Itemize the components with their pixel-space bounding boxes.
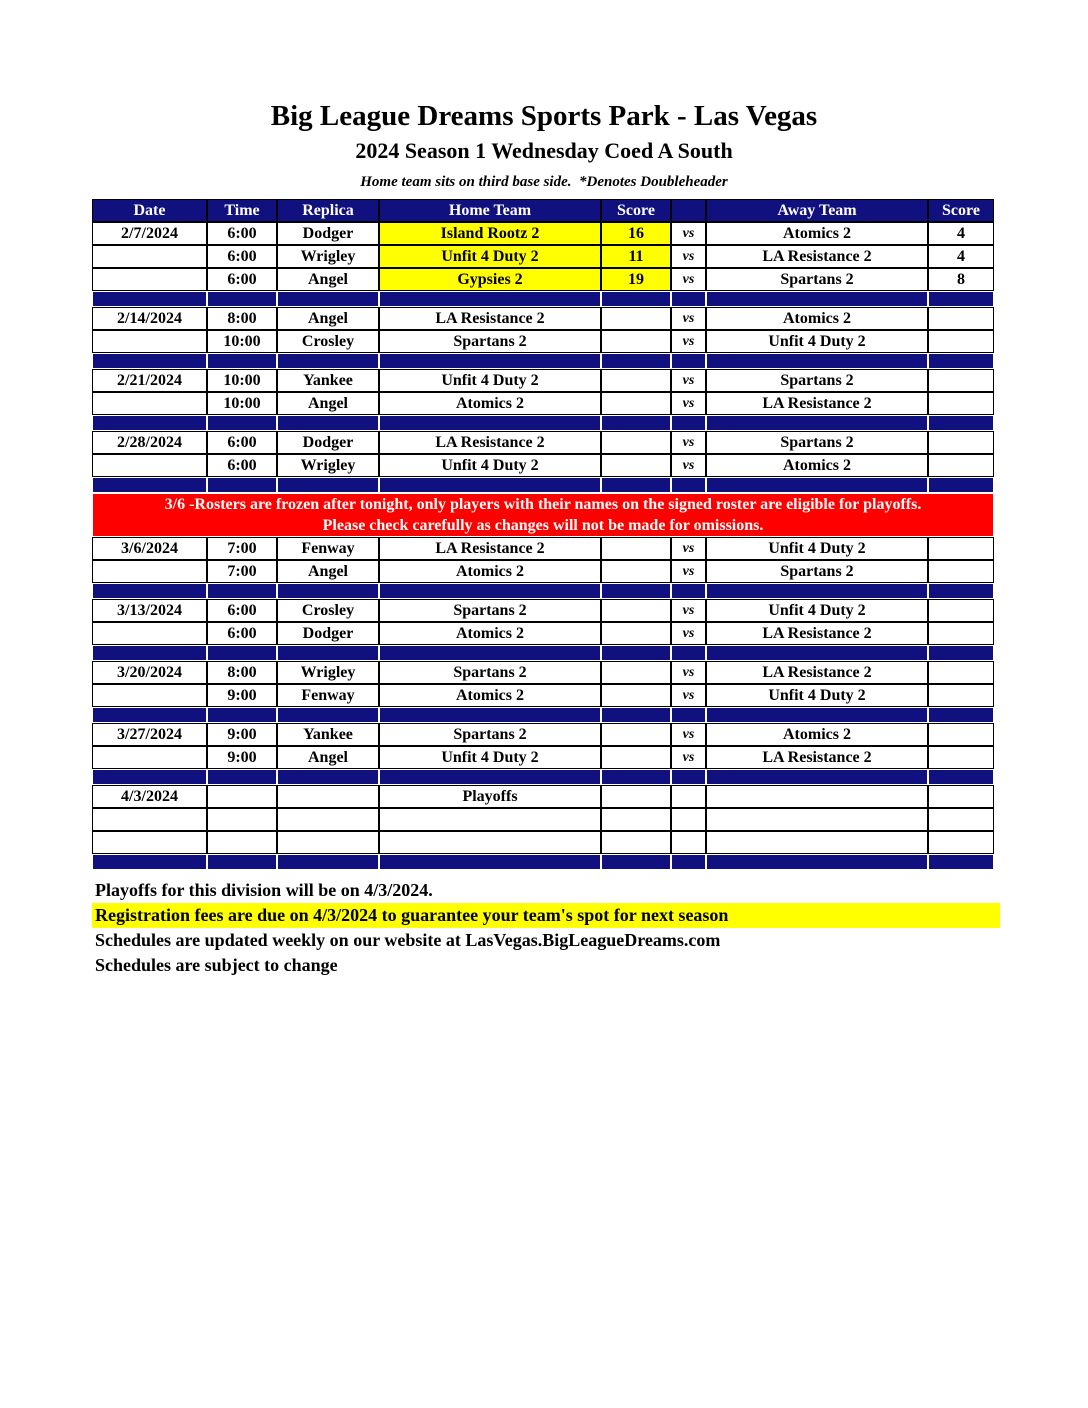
- schedule-row: [92, 454, 994, 477]
- date-cell: 3/27/2024: [92, 723, 207, 746]
- separator-cell: [379, 707, 601, 723]
- vs-cell: [671, 785, 706, 808]
- schedule-table: [92, 199, 994, 870]
- away-team-cell: [706, 808, 928, 831]
- home-team-cell: LA Resistance 2: [379, 307, 601, 330]
- separator-cell: [928, 854, 994, 870]
- separator-cell: [601, 645, 671, 661]
- roster-freeze-notice: [92, 493, 994, 537]
- away-team-cell: Atomics 2: [706, 454, 928, 477]
- separator-cell: [706, 854, 928, 870]
- away-score-cell: [928, 431, 994, 454]
- home-score-cell: [601, 785, 671, 808]
- away-team-cell: Spartans 2: [706, 560, 928, 583]
- footer-notes: [92, 878, 1000, 978]
- time-cell: 9:00: [207, 723, 277, 746]
- home-team-cell: Spartans 2: [379, 330, 601, 353]
- separator-cell: [671, 854, 706, 870]
- away-team-cell: [706, 785, 928, 808]
- home-score-cell: [601, 454, 671, 477]
- date-cell: [92, 746, 207, 769]
- home-score-cell: [601, 808, 671, 831]
- date-cell: 3/13/2024: [92, 599, 207, 622]
- away-team-cell: Unfit 4 Duty 2: [706, 537, 928, 560]
- schedule-table-body: [92, 199, 994, 870]
- separator-cell: [277, 415, 379, 431]
- vs-cell: vs: [671, 684, 706, 707]
- separator-cell: [277, 769, 379, 785]
- time-cell: 6:00: [207, 431, 277, 454]
- column-header: Score: [601, 199, 671, 222]
- away-score-cell: [928, 746, 994, 769]
- away-score-cell: [928, 560, 994, 583]
- footer-line: Registration fees are due on 4/3/2024 to guarantee your team's spot for next season: [92, 903, 1000, 928]
- page-title: Big League Dreams Sports Park - Las Vegas: [270, 100, 818, 132]
- away-score-cell: [928, 454, 994, 477]
- separator-cell: [671, 769, 706, 785]
- replica-cell: Dodger: [277, 222, 379, 245]
- separator-cell: [928, 769, 994, 785]
- vs-cell: vs: [671, 330, 706, 353]
- schedule-row: [92, 268, 994, 291]
- away-team-cell: Atomics 2: [706, 222, 928, 245]
- separator-row: [92, 291, 994, 307]
- separator-cell: [671, 353, 706, 369]
- home-score-cell: [601, 599, 671, 622]
- separator-cell: [277, 707, 379, 723]
- separator-cell: [379, 645, 601, 661]
- away-team-cell: Unfit 4 Duty 2: [706, 599, 928, 622]
- date-cell: 2/7/2024: [92, 222, 207, 245]
- separator-cell: [92, 415, 207, 431]
- separator-cell: [601, 291, 671, 307]
- column-header: Away Team: [706, 199, 928, 222]
- home-team-cell: Gypsies 2: [379, 268, 601, 291]
- away-score-cell: 4: [928, 245, 994, 268]
- separator-cell: [379, 769, 601, 785]
- replica-cell: Fenway: [277, 537, 379, 560]
- time-cell: 8:00: [207, 661, 277, 684]
- column-header: Home Team: [379, 199, 601, 222]
- home-score-cell: 16: [601, 222, 671, 245]
- notice-line: 3/6 -Rosters are frozen after tonight, only players with their names on the signed roster are eligible for playoffs.: [164, 496, 922, 513]
- time-cell: 9:00: [207, 746, 277, 769]
- home-score-cell: [601, 330, 671, 353]
- separator-cell: [92, 769, 207, 785]
- date-cell: [92, 560, 207, 583]
- home-score-cell: 19: [601, 268, 671, 291]
- separator-cell: [207, 645, 277, 661]
- replica-cell: Angel: [277, 746, 379, 769]
- home-team-cell: LA Resistance 2: [379, 537, 601, 560]
- schedule-row: [92, 431, 994, 454]
- replica-cell: Dodger: [277, 622, 379, 645]
- time-cell: 6:00: [207, 454, 277, 477]
- time-cell: [207, 785, 277, 808]
- separator-cell: [928, 353, 994, 369]
- schedule-row: [92, 307, 994, 330]
- separator-row: [92, 353, 994, 369]
- time-cell: 6:00: [207, 268, 277, 291]
- vs-cell: vs: [671, 661, 706, 684]
- replica-cell: [277, 808, 379, 831]
- vs-cell: [671, 808, 706, 831]
- separator-cell: [706, 291, 928, 307]
- vs-cell: vs: [671, 537, 706, 560]
- time-cell: 10:00: [207, 392, 277, 415]
- separator-cell: [706, 415, 928, 431]
- separator-cell: [601, 477, 671, 493]
- home-score-cell: [601, 622, 671, 645]
- column-header: Time: [207, 199, 277, 222]
- separator-cell: [671, 707, 706, 723]
- home-score-cell: [601, 684, 671, 707]
- time-cell: 9:00: [207, 684, 277, 707]
- away-score-cell: 4: [928, 222, 994, 245]
- separator-cell: [706, 645, 928, 661]
- schedule-row: [92, 330, 994, 353]
- column-header: Score: [928, 199, 994, 222]
- vs-cell: vs: [671, 622, 706, 645]
- away-score-cell: [928, 330, 994, 353]
- separator-cell: [706, 769, 928, 785]
- separator-cell: [706, 707, 928, 723]
- away-team-cell: Unfit 4 Duty 2: [706, 330, 928, 353]
- vs-cell: vs: [671, 307, 706, 330]
- home-team-cell: Atomics 2: [379, 622, 601, 645]
- separator-cell: [379, 291, 601, 307]
- separator-cell: [92, 707, 207, 723]
- schedule-row: [92, 599, 994, 622]
- replica-cell: Wrigley: [277, 245, 379, 268]
- separator-cell: [379, 477, 601, 493]
- home-team-cell: Spartans 2: [379, 599, 601, 622]
- separator-row: [92, 707, 994, 723]
- separator-cell: [92, 291, 207, 307]
- date-cell: [92, 831, 207, 854]
- away-score-cell: [928, 622, 994, 645]
- page-subtitle: 2024 Season 1 Wednesday Coed A South: [355, 138, 733, 163]
- separator-cell: [706, 583, 928, 599]
- separator-cell: [601, 353, 671, 369]
- footer-line: Playoffs for this division will be on 4/3/2024.: [95, 880, 433, 900]
- replica-cell: Angel: [277, 392, 379, 415]
- separator-cell: [207, 415, 277, 431]
- home-score-cell: [601, 746, 671, 769]
- away-score-cell: [928, 808, 994, 831]
- home-team-cell: Island Rootz 2: [379, 222, 601, 245]
- away-team-cell: Spartans 2: [706, 431, 928, 454]
- home-team-cell: Playoffs: [379, 785, 601, 808]
- schedule-row: [92, 222, 994, 245]
- time-cell: 6:00: [207, 222, 277, 245]
- separator-cell: [277, 291, 379, 307]
- table-header-row: [92, 199, 994, 222]
- date-cell: 2/14/2024: [92, 307, 207, 330]
- date-cell: [92, 268, 207, 291]
- away-score-cell: [928, 661, 994, 684]
- replica-cell: Angel: [277, 307, 379, 330]
- vs-cell: vs: [671, 599, 706, 622]
- separator-cell: [277, 353, 379, 369]
- separator-cell: [928, 583, 994, 599]
- home-team-cell: Unfit 4 Duty 2: [379, 245, 601, 268]
- separator-cell: [601, 707, 671, 723]
- home-score-cell: [601, 723, 671, 746]
- date-cell: [92, 392, 207, 415]
- time-cell: [207, 808, 277, 831]
- separator-cell: [928, 707, 994, 723]
- away-score-cell: 8: [928, 268, 994, 291]
- home-team-cell: Spartans 2: [379, 661, 601, 684]
- home-score-cell: [601, 661, 671, 684]
- home-team-cell: [379, 831, 601, 854]
- away-team-cell: Spartans 2: [706, 268, 928, 291]
- vs-cell: vs: [671, 560, 706, 583]
- home-team-cell: Spartans 2: [379, 723, 601, 746]
- separator-cell: [671, 583, 706, 599]
- schedule-row: [92, 537, 994, 560]
- separator-cell: [928, 291, 994, 307]
- date-cell: [92, 454, 207, 477]
- separator-cell: [92, 477, 207, 493]
- separator-cell: [928, 477, 994, 493]
- separator-cell: [379, 353, 601, 369]
- separator-row: [92, 415, 994, 431]
- separator-cell: [92, 854, 207, 870]
- separator-cell: [207, 854, 277, 870]
- replica-cell: Fenway: [277, 684, 379, 707]
- schedule-row: [92, 723, 994, 746]
- home-team-note: Home team sits on third base side. *Denotes Doubleheader: [360, 174, 728, 190]
- replica-cell: Angel: [277, 560, 379, 583]
- date-cell: [92, 330, 207, 353]
- replica-cell: Wrigley: [277, 454, 379, 477]
- away-team-cell: LA Resistance 2: [706, 746, 928, 769]
- away-score-cell: [928, 307, 994, 330]
- replica-cell: Yankee: [277, 723, 379, 746]
- schedule-row: [92, 684, 994, 707]
- schedule-row: [92, 746, 994, 769]
- vs-cell: vs: [671, 369, 706, 392]
- separator-cell: [706, 353, 928, 369]
- away-score-cell: [928, 723, 994, 746]
- away-score-cell: [928, 831, 994, 854]
- vs-cell: vs: [671, 746, 706, 769]
- separator-cell: [277, 854, 379, 870]
- away-score-cell: [928, 684, 994, 707]
- away-score-cell: [928, 537, 994, 560]
- column-header: [671, 199, 706, 222]
- separator-cell: [928, 645, 994, 661]
- separator-cell: [379, 583, 601, 599]
- separator-cell: [207, 583, 277, 599]
- separator-cell: [671, 415, 706, 431]
- separator-cell: [601, 583, 671, 599]
- separator-cell: [928, 415, 994, 431]
- vs-cell: vs: [671, 392, 706, 415]
- time-cell: 6:00: [207, 599, 277, 622]
- separator-row: [92, 477, 994, 493]
- separator-cell: [277, 583, 379, 599]
- schedule-row: [92, 245, 994, 268]
- away-team-cell: LA Resistance 2: [706, 622, 928, 645]
- home-score-cell: [601, 537, 671, 560]
- schedule-row: [92, 785, 994, 808]
- vs-cell: vs: [671, 454, 706, 477]
- home-score-cell: [601, 831, 671, 854]
- time-cell: 6:00: [207, 245, 277, 268]
- vs-cell: vs: [671, 245, 706, 268]
- date-cell: [92, 684, 207, 707]
- empty-row: [92, 831, 994, 854]
- schedule-row: [92, 560, 994, 583]
- away-team-cell: Spartans 2: [706, 369, 928, 392]
- separator-cell: [671, 645, 706, 661]
- home-score-cell: [601, 392, 671, 415]
- replica-cell: Wrigley: [277, 661, 379, 684]
- separator-cell: [92, 583, 207, 599]
- replica-cell: Yankee: [277, 369, 379, 392]
- time-cell: 7:00: [207, 537, 277, 560]
- vs-cell: vs: [671, 431, 706, 454]
- away-team-cell: LA Resistance 2: [706, 661, 928, 684]
- time-cell: 8:00: [207, 307, 277, 330]
- away-team-cell: Unfit 4 Duty 2: [706, 684, 928, 707]
- home-score-cell: [601, 560, 671, 583]
- date-cell: [92, 245, 207, 268]
- replica-cell: [277, 831, 379, 854]
- date-cell: 3/20/2024: [92, 661, 207, 684]
- separator-cell: [379, 415, 601, 431]
- column-header: Replica: [277, 199, 379, 222]
- time-cell: 6:00: [207, 622, 277, 645]
- schedule-row: [92, 392, 994, 415]
- home-team-cell: Atomics 2: [379, 392, 601, 415]
- notice-line: Please check carefully as changes will not be made for omissions.: [322, 517, 764, 534]
- column-header: Date: [92, 199, 207, 222]
- schedule-row: [92, 622, 994, 645]
- separator-row: [92, 854, 994, 870]
- vs-cell: [671, 831, 706, 854]
- home-score-cell: [601, 369, 671, 392]
- separator-cell: [706, 477, 928, 493]
- schedule-row: [92, 369, 994, 392]
- footer-line: Schedules are subject to change: [95, 955, 338, 975]
- roster-freeze-notice-row: [92, 493, 994, 537]
- vs-cell: vs: [671, 723, 706, 746]
- separator-cell: [207, 353, 277, 369]
- away-team-cell: [706, 831, 928, 854]
- separator-row: [92, 769, 994, 785]
- vs-cell: vs: [671, 222, 706, 245]
- time-cell: 10:00: [207, 330, 277, 353]
- away-score-cell: [928, 785, 994, 808]
- empty-row: [92, 808, 994, 831]
- away-score-cell: [928, 599, 994, 622]
- home-team-cell: Unfit 4 Duty 2: [379, 746, 601, 769]
- time-cell: 7:00: [207, 560, 277, 583]
- separator-cell: [601, 415, 671, 431]
- replica-cell: [277, 785, 379, 808]
- replica-cell: Crosley: [277, 330, 379, 353]
- replica-cell: Dodger: [277, 431, 379, 454]
- time-cell: [207, 831, 277, 854]
- away-score-cell: [928, 392, 994, 415]
- date-cell: [92, 622, 207, 645]
- date-cell: 4/3/2024: [92, 785, 207, 808]
- time-cell: 10:00: [207, 369, 277, 392]
- date-cell: 2/28/2024: [92, 431, 207, 454]
- separator-cell: [207, 291, 277, 307]
- separator-row: [92, 645, 994, 661]
- separator-cell: [92, 645, 207, 661]
- separator-cell: [671, 477, 706, 493]
- home-team-cell: [379, 808, 601, 831]
- home-team-cell: LA Resistance 2: [379, 431, 601, 454]
- footer-line: Schedules are updated weekly on our website at LasVegas.BigLeagueDreams.com: [95, 930, 721, 950]
- separator-cell: [207, 477, 277, 493]
- home-team-cell: Unfit 4 Duty 2: [379, 454, 601, 477]
- away-team-cell: Atomics 2: [706, 723, 928, 746]
- home-score-cell: [601, 307, 671, 330]
- away-team-cell: LA Resistance 2: [706, 245, 928, 268]
- separator-cell: [601, 854, 671, 870]
- separator-cell: [379, 854, 601, 870]
- away-team-cell: LA Resistance 2: [706, 392, 928, 415]
- date-cell: 3/6/2024: [92, 537, 207, 560]
- home-team-cell: Atomics 2: [379, 684, 601, 707]
- separator-row: [92, 583, 994, 599]
- home-team-cell: Atomics 2: [379, 560, 601, 583]
- separator-cell: [601, 769, 671, 785]
- date-cell: 2/21/2024: [92, 369, 207, 392]
- home-score-cell: [601, 431, 671, 454]
- replica-cell: Angel: [277, 268, 379, 291]
- separator-cell: [277, 645, 379, 661]
- schedule-row: [92, 661, 994, 684]
- separator-cell: [207, 769, 277, 785]
- away-score-cell: [928, 369, 994, 392]
- away-team-cell: Atomics 2: [706, 307, 928, 330]
- home-score-cell: 11: [601, 245, 671, 268]
- separator-cell: [671, 291, 706, 307]
- vs-cell: vs: [671, 268, 706, 291]
- home-team-cell: Unfit 4 Duty 2: [379, 369, 601, 392]
- date-cell: [92, 808, 207, 831]
- separator-cell: [277, 477, 379, 493]
- separator-cell: [207, 707, 277, 723]
- replica-cell: Crosley: [277, 599, 379, 622]
- separator-cell: [92, 353, 207, 369]
